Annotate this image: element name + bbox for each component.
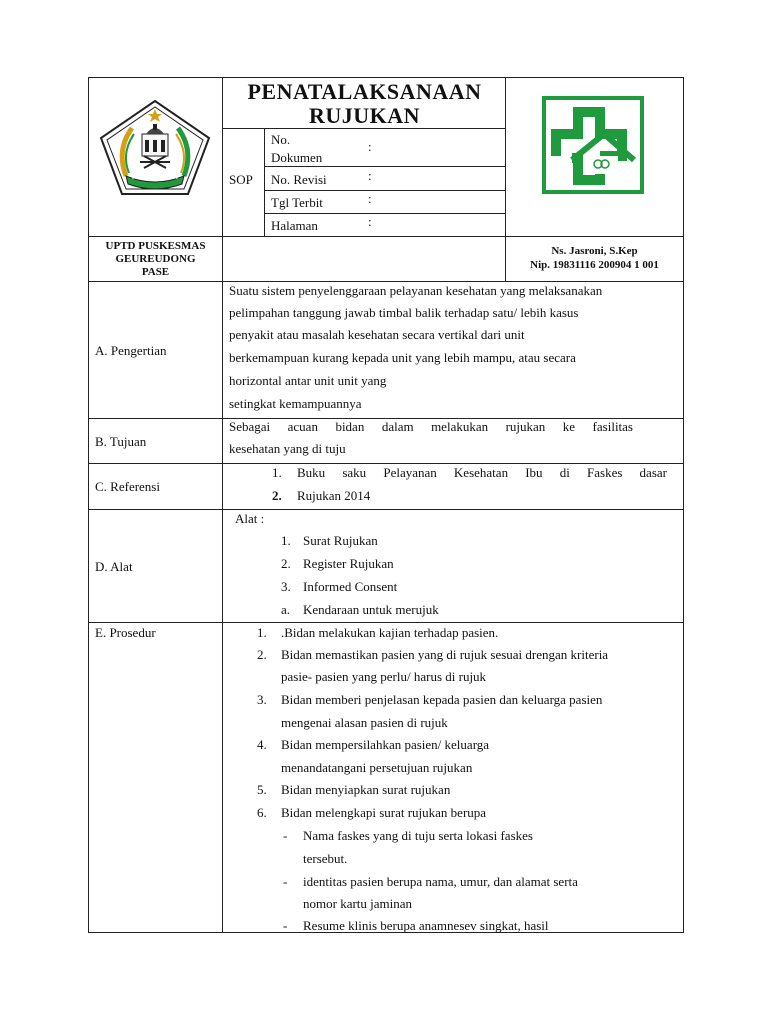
tujuan-line-1: Sebagai acuan bidan dalam melakukan rujukan ke fasilitas xyxy=(229,419,633,434)
section-pengertian-label: A. Pengertian xyxy=(95,343,167,358)
prosedur-subitem-3-dash: - xyxy=(283,918,288,933)
prosedur-item-3-text-cont: mengenai alasan pasien di rujuk xyxy=(281,715,448,730)
field-row-divider-1 xyxy=(264,166,506,167)
prosedur-subitem-1-text-cont: tersebut. xyxy=(303,851,348,866)
column-divider-1 xyxy=(222,77,223,933)
prosedur-item-4-text-cont: menandatangani persetujuan rujukan xyxy=(281,760,473,775)
pengertian-line-6: setingkat kemampuannya xyxy=(229,396,362,411)
document-title-line1: PENATALAKSANAAN xyxy=(247,79,482,104)
pengertian-line-5: horizontal antar unit unit yang xyxy=(229,373,387,388)
table-border-right xyxy=(683,77,684,933)
prosedur-item-6-text: Bidan melengkapi surat rujukan berupa xyxy=(281,805,487,820)
referensi-item-2-number: 2. xyxy=(272,488,282,503)
prosedur-item-5-text: Bidan menyiapkan surat rujukan xyxy=(281,782,451,797)
prosedur-item-4-text: Bidan mempersilahkan pasien/ keluarga xyxy=(281,737,490,752)
alat-item-4-text: Kendaraan untuk merujuk xyxy=(303,602,439,617)
field-label-divider xyxy=(264,128,265,236)
alat-item-3-text: Informed Consent xyxy=(303,579,398,594)
field-no-dokumen-line1: No. xyxy=(271,132,291,147)
pengertian-line-2: pelimpahan tanggung jawab timbal balik terhadap satu/ lebih kasus xyxy=(229,305,579,320)
section-prosedur-label: E. Prosedur xyxy=(95,625,156,640)
sop-label: SOP xyxy=(229,172,253,187)
section-alat-label: D. Alat xyxy=(95,559,133,574)
alat-item-3-number: 3. xyxy=(281,579,291,594)
row-divider-d xyxy=(88,509,684,510)
referensi-item-1-number: 1. xyxy=(272,465,282,480)
prosedur-item-1-text: .Bidan melakukan kajian terhadap pasien. xyxy=(281,625,499,640)
prosedur-item-1-number: 1. xyxy=(257,625,267,640)
pengertian-line-1: Suatu sistem penyelenggaraan pelayanan kesehatan yang melaksanakan xyxy=(229,283,603,298)
prosedur-subitem-2-text-cont: nomor kartu jaminan xyxy=(303,896,413,911)
field-halaman-label: Halaman xyxy=(271,218,318,233)
field-tgl-terbit-label: Tgl Terbit xyxy=(271,195,323,210)
field-no-dokumen-colon: : xyxy=(368,139,372,154)
prosedur-subitem-3-text: Resume klinis berupa anamnesev singkat, hasil xyxy=(303,918,549,933)
field-halaman-colon: : xyxy=(368,214,372,229)
section-tujuan-label: B. Tujuan xyxy=(95,434,147,449)
field-tgl-terbit-colon: : xyxy=(368,191,372,206)
org-name-line2: GEUREUDONG xyxy=(115,253,196,265)
prosedur-subitem-1-text: Nama faskes yang di tuju serta lokasi faskes xyxy=(303,828,533,843)
header-bottom-divider xyxy=(88,236,684,237)
prosedur-item-2-text-cont: pasie- pasien yang perlu/ harus di rujuk xyxy=(281,669,487,684)
alat-item-1-number: 1. xyxy=(281,533,291,548)
row-divider-e xyxy=(88,622,684,623)
alat-item-2-text: Register Rujukan xyxy=(303,556,394,571)
prosedur-item-3-number: 3. xyxy=(257,692,267,707)
org-name-line3: PASE xyxy=(141,266,170,278)
prosedur-item-3-text: Bidan memberi penjelasan kepada pasien dan keluarga pasien xyxy=(281,692,603,707)
prosedur-item-5-number: 5. xyxy=(257,782,267,797)
aceh-utara-emblem xyxy=(96,98,214,198)
prosedur-subitem-2-text: identitas pasien berupa nama, umur, dan alamat serta xyxy=(303,874,578,889)
field-no-dokumen-line2: Dokumen xyxy=(271,150,323,165)
section-referensi-label: C. Referensi xyxy=(95,479,160,494)
prosedur-subitem-1-dash: - xyxy=(283,828,288,843)
alat-item-1-text: Surat Rujukan xyxy=(303,533,378,548)
field-row-divider-3 xyxy=(264,213,506,214)
row-divider-c xyxy=(88,463,684,464)
field-row-divider-2 xyxy=(264,190,506,191)
prosedur-subitem-2-dash: - xyxy=(283,874,288,889)
prosedur-item-2-number: 2. xyxy=(257,647,267,662)
table-border-top xyxy=(88,77,684,78)
alat-item-4-number: a. xyxy=(281,602,291,617)
puskesmas-logo xyxy=(542,96,644,194)
row-divider-a xyxy=(88,281,684,282)
prosedur-item-2-text: Bidan memastikan pasien yang di rujuk sesuai drengan kriteria xyxy=(281,647,609,662)
field-no-revisi-colon: : xyxy=(368,168,372,183)
emblem-ribbon-text: ACEH UTARA xyxy=(132,174,178,181)
tujuan-line-2: kesehatan yang di tuju xyxy=(229,441,346,456)
field-no-revisi-label: No. Revisi xyxy=(271,172,327,187)
signer-nip: Nip. 19831116 200904 1 001 xyxy=(530,259,659,271)
pengertian-line-3: penyakit atau masalah kesehatan secara vertikal dari unit xyxy=(229,327,525,342)
document-title-line2: RUJUKAN xyxy=(308,103,421,128)
referensi-item-1-text: Buku saku Pelayanan Kesehatan Ibu di Faskes dasar xyxy=(297,465,667,480)
alat-intro: Alat : xyxy=(235,511,265,526)
signer-name: Ns. Jasroni, S.Kep xyxy=(551,245,638,257)
prosedur-item-6-number: 6. xyxy=(257,805,267,820)
pengertian-line-4: berkemampuan kurang kepada unit yang lebih mampu, atau secara xyxy=(229,350,576,365)
org-name-line1: UPTD PUSKESMAS xyxy=(105,240,206,252)
referensi-item-2-text: Rujukan 2014 xyxy=(297,488,371,503)
alat-item-2-number: 2. xyxy=(281,556,291,571)
prosedur-item-4-number: 4. xyxy=(257,737,267,752)
table-border-left xyxy=(88,77,89,933)
